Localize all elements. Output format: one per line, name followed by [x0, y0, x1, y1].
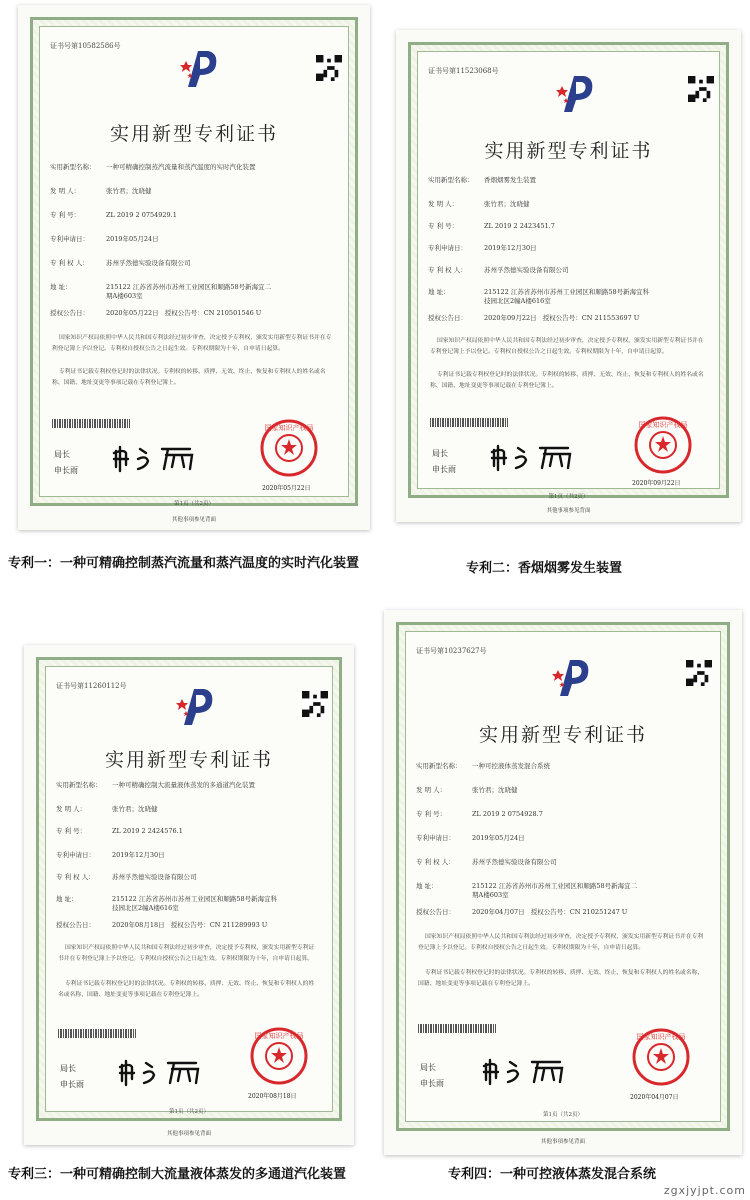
certificate-border: [396, 622, 730, 1131]
official-seal-icon: [260, 419, 318, 477]
barcode: [52, 419, 130, 428]
notice-paragraph-1: 国家知识产权局依照中华人民共和国专利法经过初步审查，决定授予专利权，颁发实用新型专利证书并在专利登记簿上予以登记。专利权自授权公告之日起生效。专利权期限为十年，自申请日起算。: [52, 335, 332, 352]
certificate-border: [36, 657, 342, 1121]
director-label: 局长: [60, 1064, 76, 1073]
qr-code-icon: [686, 660, 712, 686]
address: 地 址： 215122 江苏省苏州市苏州工业园区和顺路58号新海宜二 期A楼603室: [50, 283, 272, 301]
site-watermark: zgxjyjpt.com: [663, 1184, 746, 1197]
svg-text:国家知识产权局: 国家知识产权局: [264, 424, 314, 432]
official-seal-icon: [634, 416, 692, 474]
seal-date: 2020年08月18日: [248, 1093, 297, 1100]
grant-info: 授权公告日： 2020年04月07日 授权公告号：CN 210251247 U: [416, 908, 628, 916]
certificate-title: 实用新型专利证书: [104, 749, 273, 771]
inventor: 发 明 人： 张竹君；沈晓健: [416, 786, 518, 794]
barcode: [418, 1024, 496, 1033]
filing-date: 专利申请日： 2019年05月24日: [416, 834, 525, 842]
notice-paragraph-2: 专利证书记载专利权登记时的法律状况。专利权的转移、质押、无效、终止、恢复和专利权人的姓名或名称、国籍、地址变更等事项记载在专利登记簿上。: [430, 372, 704, 389]
certificate-number: 证书号第10582586号: [50, 42, 121, 50]
notice-paragraph-2: 专利证书记载专利权登记时的法律状况。专利权的转移、质押、无效、终止、恢复和专利权人的姓名或名称、国籍、地址变更等事项记载在专利登记簿上。: [418, 970, 704, 987]
filing-date: 专利申请日： 2019年05月24日: [50, 235, 159, 243]
certificate-4: [384, 610, 742, 1155]
director-name: 申长雨: [432, 465, 456, 474]
svg-text:国家知识产权局: 国家知识产权局: [254, 1032, 304, 1040]
cnipa-logo-icon: [556, 72, 596, 116]
certificate-1: [18, 5, 370, 530]
director-signature-icon: [482, 1056, 572, 1086]
address: 地 址： 215122 江苏省苏州市苏州工业园区和顺路58号新海宜二 期A楼603室: [416, 882, 638, 900]
address: 地 址： 215122 江苏省苏州市苏州工业园区和顺路58号新海宜科 技园北区2幢A楼616室: [428, 288, 650, 306]
notice-paragraph-1: 国家知识产权局依照中华人民共和国专利法经过初步审查，决定授予专利权，颁发实用新型专利证书并在专利登记簿上予以登记。专利权自授权公告之日起生效。专利权期限为十年，自申请日起算。: [418, 934, 704, 951]
certificate-border: [408, 42, 729, 498]
certificate-2: [396, 30, 741, 522]
director-signature-icon: [112, 443, 202, 473]
certificate-number: 证书号第10237627号: [416, 647, 487, 655]
page-number: 第1页（共2页）: [548, 494, 589, 500]
official-seal-icon: [632, 1028, 690, 1086]
qr-code-icon: [302, 691, 328, 717]
notice-paragraph-1: 国家知识产权局依照中华人民共和国专利法经过初步审查，决定授予专利权，颁发实用新型专利证书并在专利登记簿上予以登记。专利权自授权公告之日起生效。专利权期限为十年，自申请日起算。: [58, 945, 315, 962]
seal-date: 2020年05月22日: [262, 485, 311, 492]
director-signature-icon: [118, 1057, 208, 1087]
patent-number: 专 利 号： ZL 2019 2 0754928.7: [416, 810, 543, 818]
director-name: 申长雨: [420, 1079, 444, 1088]
certificate-title: 实用新型专利证书: [478, 724, 647, 746]
utility-model-name: 实用新型名称： 一种可控液体蒸发混合系统: [416, 762, 550, 770]
filing-date: 专利申请日： 2019年12月30日: [56, 851, 165, 859]
filing-date: 专利申请日： 2019年12月30日: [428, 244, 537, 252]
patent-number: 专 利 号： ZL 2019 2 2424576.1: [56, 827, 183, 835]
grant-info: 授权公告日： 2020年05月22日 授权公告号：CN 210501546 U: [50, 309, 262, 317]
director-signature-icon: [490, 442, 580, 472]
certificate-number: 证书号第11260112号: [56, 682, 127, 690]
certificate-title: 实用新型专利证书: [484, 140, 653, 162]
director-label: 局长: [54, 450, 70, 459]
patent-number: 专 利 号： ZL 2019 2 0754929.1: [50, 211, 177, 219]
cnipa-logo-icon: [176, 685, 216, 729]
grant-info: 授权公告日： 2020年09月22日 授权公告号：CN 211553697 U: [428, 314, 640, 322]
certificate-border: [30, 17, 358, 506]
barcode: [58, 1029, 136, 1038]
back-note: 其他事项参见背面: [166, 1131, 211, 1137]
back-note: 其他事项参见背面: [546, 508, 591, 514]
director-label: 局长: [432, 449, 448, 458]
patent-holder: 专 利 权 人： 苏州孚然德实验设备有限公司: [56, 873, 197, 881]
svg-text:国家知识产权局: 国家知识产权局: [636, 1033, 686, 1041]
caption-patent-2: 专利二：香烟烟雾发生装置: [466, 561, 623, 576]
director-label: 局长: [420, 1063, 436, 1072]
patent-holder: 专 利 权 人： 苏州孚然德实验设备有限公司: [50, 259, 191, 267]
cnipa-logo-icon: [552, 656, 592, 700]
back-note: 其他事项参见背面: [171, 517, 216, 523]
notice-paragraph-1: 国家知识产权局依照中华人民共和国专利法经过初步审查，决定授予专利权，颁发实用新型专利证书并在专利登记簿上予以登记。专利权自授权公告之日起生效。专利权期限为十年，自申请日起算。: [430, 338, 704, 355]
caption-patent-1: 专利一：一种可精确控制蒸汽流量和蒸汽温度的实时汽化装置: [8, 556, 360, 571]
barcode: [430, 418, 508, 427]
patent-number: 专 利 号： ZL 2019 2 2423451.7: [428, 222, 555, 230]
notice-paragraph-2: 专利证书记载专利权登记时的法律状况。专利权的转移、质押、无效、终止、恢复和专利权人的姓名或名称、国籍、地址变更等事项记载在专利登记簿上。: [52, 369, 326, 386]
qr-code-icon: [688, 76, 714, 102]
seal-date: 2020年04月07日: [630, 1094, 679, 1101]
director-name: 申长雨: [60, 1080, 84, 1089]
patent-holder: 专 利 权 人： 苏州孚然德实验设备有限公司: [428, 266, 569, 274]
utility-model-name: 实用新型名称： 一种可精确控制蒸汽流量和蒸汽温度的实时汽化装置: [50, 163, 256, 171]
certificate-title: 实用新型专利证书: [109, 123, 278, 145]
svg-text:国家知识产权局: 国家知识产权局: [638, 421, 688, 429]
utility-model-name: 实用新型名称： 香烟烟雾发生装置: [428, 176, 536, 184]
cnipa-logo-icon: [180, 47, 220, 91]
page-number: 第1页（共2页）: [169, 1109, 209, 1115]
utility-model-name: 实用新型名称： 一种可精确控制大流量液体蒸发的多通道汽化装置: [56, 781, 255, 789]
back-note: 其他事项参见背面: [540, 1139, 585, 1145]
page-number: 第1页（共2页）: [174, 501, 214, 507]
page-number: 第1页（共2页）: [543, 1112, 583, 1118]
qr-code-icon: [316, 55, 342, 81]
patent-holder: 专 利 权 人： 苏州孚然德实验设备有限公司: [416, 858, 557, 866]
seal-date: 2020年09月22日: [632, 480, 681, 487]
inventor: 发 明 人： 张竹君；沈晓健: [56, 805, 158, 813]
director-name: 申长雨: [54, 466, 78, 475]
caption-patent-4: 专利四：一种可控液体蒸发混合系统: [448, 1167, 657, 1182]
certificate-number: 证书号第11523068号: [428, 67, 499, 75]
official-seal-icon: [250, 1027, 308, 1085]
inventor: 发 明 人： 张竹君；沈晓健: [50, 187, 152, 195]
inventor: 发 明 人： 张竹君；沈晓健: [428, 200, 530, 208]
certificate-3: [24, 645, 354, 1145]
caption-patent-3: 专利三：一种可精确控制大流量液体蒸发的多通道汽化装置: [8, 1167, 347, 1182]
address: 地 址： 215122 江苏省苏州市苏州工业园区和顺路58号新海宜科 技园北区2幢A楼616室: [56, 895, 278, 913]
notice-paragraph-2: 专利证书记载专利权登记时的法律状况。专利权的转移、质押、无效、终止、恢复和专利权人的姓名或名称、国籍、地址变更等事项记载在专利登记簿上。: [58, 981, 315, 998]
grant-info: 授权公告日： 2020年08月18日 授权公告号：CN 211289993 U: [56, 921, 268, 929]
